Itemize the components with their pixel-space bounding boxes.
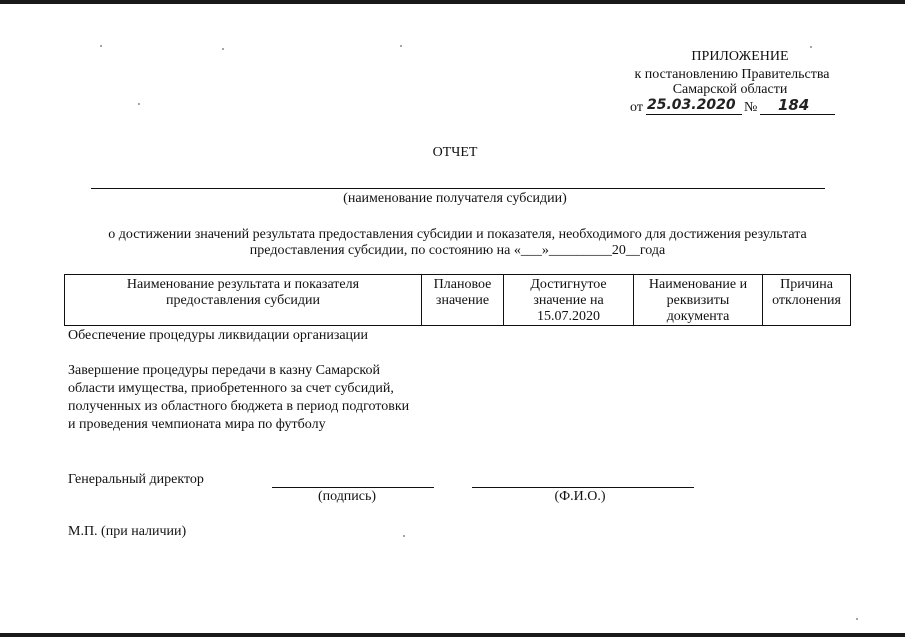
scan-speck — [138, 103, 140, 105]
number-underline — [760, 114, 835, 115]
scan-border-bottom — [0, 633, 905, 637]
scan-speck — [222, 48, 224, 50]
column-header-document: Наименование и реквизиты документа — [634, 275, 763, 325]
report-description-line1: о достижении значений результата предоставления субсидии и показателя, необходимого для достижения результата — [108, 227, 807, 242]
scan-speck — [403, 535, 405, 537]
region-line: Самарской области — [672, 82, 788, 97]
appendix-heading: ПРИЛОЖЕНИЕ — [691, 49, 789, 64]
scan-speck — [856, 618, 858, 620]
date-handwritten: 25.03.2020 — [647, 97, 736, 113]
recipient-name-line — [91, 188, 825, 189]
column-header-result: Наименование результата и показателя предоставления субсидии — [65, 275, 422, 325]
signature-line — [272, 487, 434, 488]
report-title: ОТЧЕТ — [432, 145, 478, 160]
report-description-line2: предоставления субсидии, по состоянию на «___»_________20__года — [249, 243, 666, 258]
column-header-reason: Причина отклонения — [772, 277, 841, 308]
signature-caption: (подпись) — [317, 489, 377, 504]
signatory-position: Генеральный директор — [68, 472, 204, 487]
resolution-line: к постановлению Правительства — [634, 67, 830, 82]
result-row: Обеспечение процедуры ликвидации организации — [68, 328, 369, 343]
full-name-caption: (Ф.И.О.) — [554, 489, 606, 504]
full-name-line — [472, 487, 694, 488]
date-underline — [646, 114, 742, 115]
number-handwritten: 184 — [778, 96, 810, 114]
stamp-place: М.П. (при наличии) — [68, 524, 187, 539]
column-header-achieved: Достигнутое значение на 15.07.2020 — [504, 275, 634, 325]
report-table-header — [64, 274, 851, 326]
scan-speck — [810, 46, 812, 48]
date-prefix: от — [630, 100, 643, 115]
scan-speck — [100, 45, 102, 47]
resolution-date-number — [630, 97, 840, 117]
indicator-row: Завершение процедуры передачи в казну Самарской области имущества, приобретенного за счет субсидий, полученных из областного бюджета в период подготовки и проведения чемпионата мира по футболу — [68, 363, 410, 432]
column-header-planned: Плановое значение — [422, 275, 504, 325]
recipient-caption: (наименование получателя субсидии) — [343, 191, 567, 206]
number-prefix: № — [744, 100, 758, 115]
scan-border-top — [0, 0, 905, 4]
scan-speck — [400, 45, 402, 47]
